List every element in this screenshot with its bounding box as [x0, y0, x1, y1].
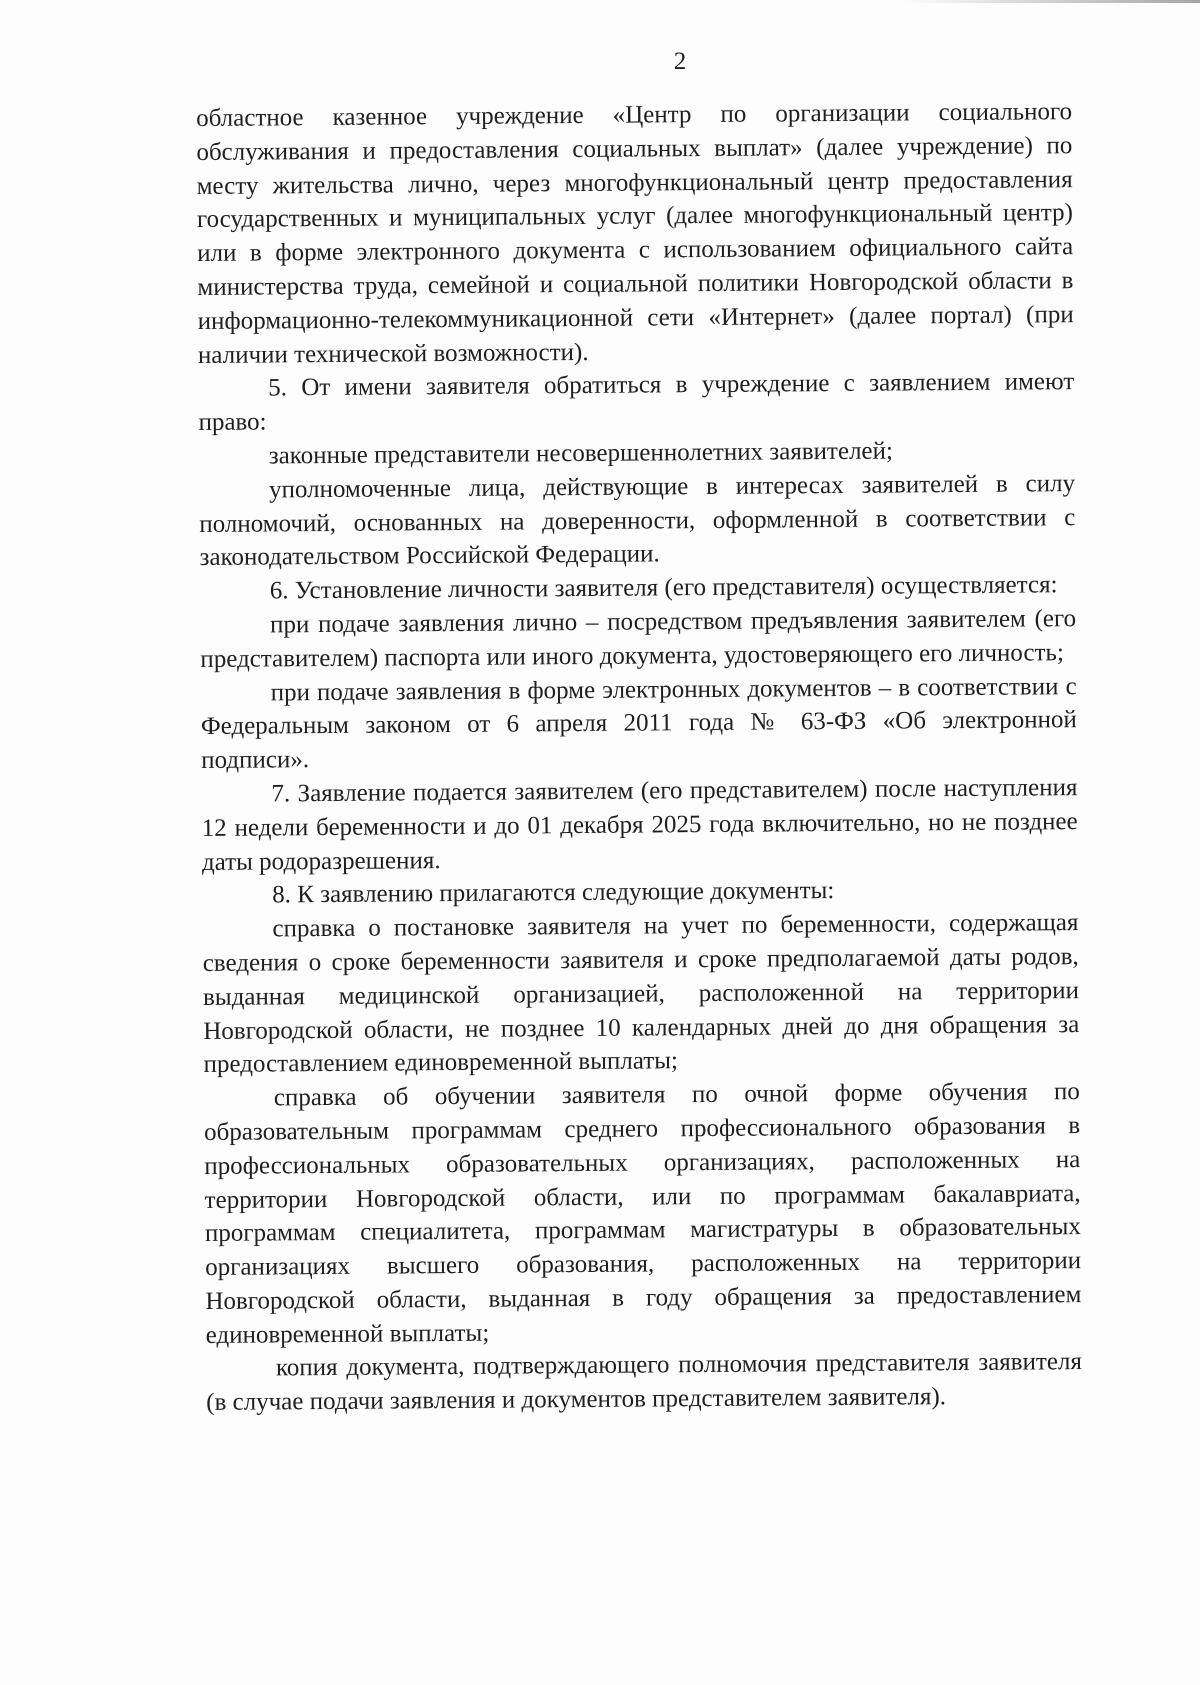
paragraph-power-of-attorney: копия документа, подтверждающего полномочия представителя заявителя (в случае подачи заявления и документов представителем заявителя).: [206, 1348, 1083, 1417]
paragraph-item-6: 6. Установление личности заявителя (его представителя) осуществляется:: [269, 571, 1058, 605]
paragraph-item-7: 7. Заявление подается заявителем (его представителем) после наступления 12 недели беременности и до 01 декабря 2025 года включительно, но не позднее даты родоразрешения.: [201, 774, 1078, 876]
paragraph-electronic: при подаче заявления в форме электронных документов – в соответствии с Федеральным законом от 6 апреля 2011 года № 63-ФЗ «Об электронной подписи».: [200, 672, 1077, 775]
document-body: [196, 95, 1082, 1420]
paragraph-authorized-persons: уполномоченные лица, действующие в интересах заявителей в силу полномочий, основанных на доверенности, оформленной в соответствии с законодательством Российской Федерации.: [199, 469, 1076, 572]
paragraph-in-person: при подаче заявления лично – посредством предъявления заявителем (его представителем) паспорта или иного документа, удостоверяющего его личность;: [200, 605, 1077, 673]
paragraph-study-certificate: справка об обучении заявителя по очной форме обучения по образовательным программам среднего профессионального образования в профессиональных образовательных организациях, расположенных на территории Новгородской области, или по программам бакалавриата, программам специалитета, программам магистратуры в образовательных организациях высшего образования, расположенных на территории Новгородской области, выданная в году обращения за предоставлением единовременной выплаты;: [203, 1078, 1082, 1349]
paragraph-item-5: 5. От имени заявителя обратиться в учреждение с заявлением имеют право:: [198, 368, 1075, 437]
paragraph-continuation: областное казенное учреждение «Центр по организации социального обслуживания и предоставления социальных выплат» (далее учреждение) по месту жительства лично, через многофункциональный центр предоставления государственных и муниципальных услуг (далее многофункциональный центр) или в форме электронного документа с использованием официального сайта министерства труда, семейной и социальной политики Новгородской области в информационно-телекоммуникационной сети «Интернет» (далее портал) (при наличии технической возможности).: [196, 98, 1074, 369]
paragraph-pregnancy-certificate: справка о постановке заявителя на учет по беременности, содержащая сведения о сроке беременности заявителя и сроке предполагаемой даты родов, выданная медицинской организацией, расположенной на территории Новгородской области, не позднее 10 календарных дней до дня обращения за предоставлением единовременной выплаты;: [202, 909, 1080, 1079]
paragraph-legal-representatives: законные представители несовершеннолетних заявителей;: [268, 437, 894, 470]
page-number: 2: [673, 48, 687, 75]
paragraph-item-8: 8. К заявлению прилагаются следующие документы:: [272, 877, 835, 909]
scan-edge-mark: [900, 0, 1200, 3]
